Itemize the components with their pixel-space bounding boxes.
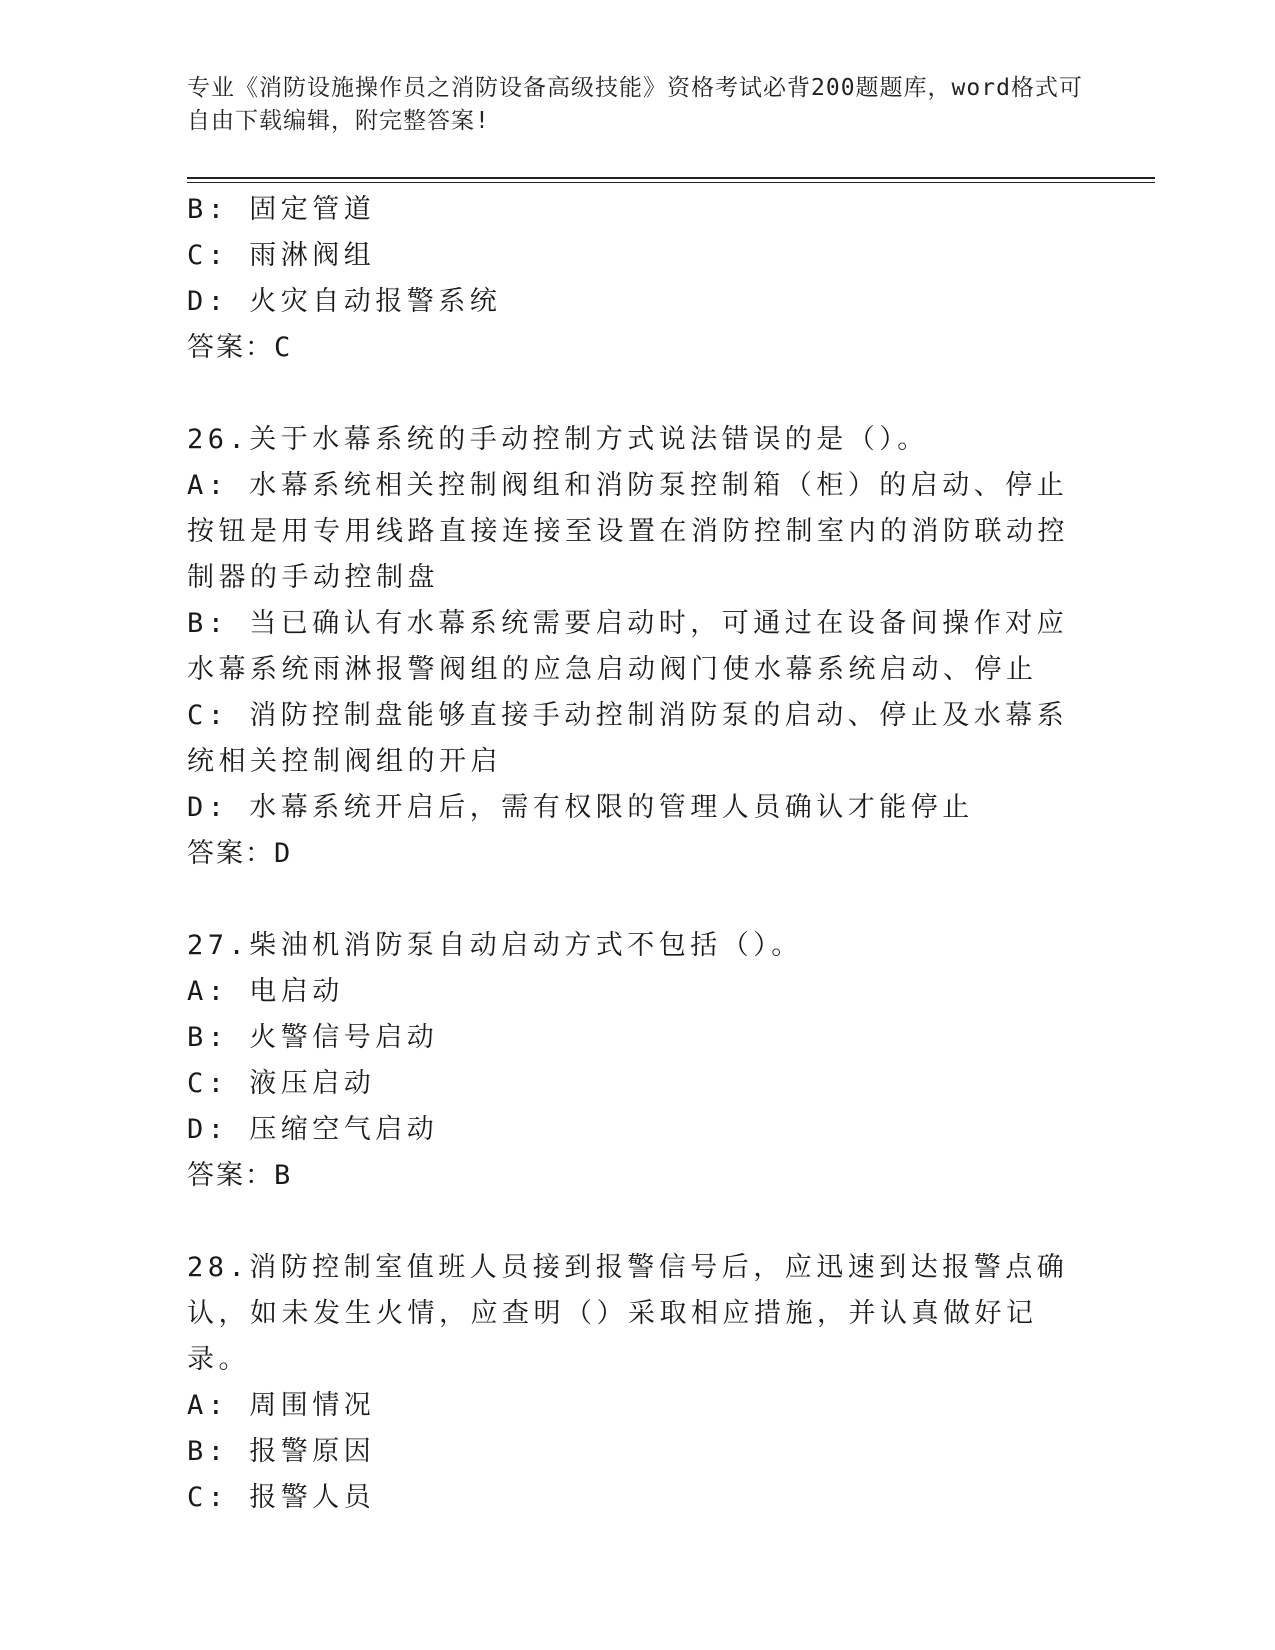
option-a: A: 周围情况 [187, 1390, 376, 1421]
answer-line [187, 831, 1087, 877]
option-d: D: 水幕系统开启后，需有权限的管理人员确认才能停止 [187, 792, 974, 823]
option-b: B: 固定管道 [187, 194, 376, 225]
option-c: C: 消防控制盘能够直接手动控制消防泵的启动、停止及水幕系统相关控制阀组的开启 [187, 700, 1069, 777]
answer-value: B [274, 1160, 293, 1191]
option-a: A: 电启动 [187, 976, 344, 1007]
option-b: B: 火警信号启动 [187, 1022, 439, 1053]
answer-label: 答案： [187, 838, 274, 869]
header-divider-thick [187, 177, 1155, 179]
header-divider-thin [187, 182, 1155, 183]
question-25-continuation [187, 187, 1087, 371]
document-header: 专业《消防设施操作员之消防设备高级技能》资格考试必背200题题库，word格式可自由下载编辑，附完整答案! [187, 75, 1083, 134]
option-c: C: 报警人员 [187, 1482, 376, 1513]
question-stem: 26.关于水幕系统的手动控制方式说法错误的是（）。 [187, 424, 929, 455]
option-c: C: 雨淋阀组 [187, 240, 376, 271]
question-26 [187, 417, 1087, 877]
answer-line [187, 325, 1087, 371]
option-d: D: 火灾自动报警系统 [187, 286, 502, 317]
option-a: A: 水幕系统相关控制阀组和消防泵控制箱（柜）的启动、停止按钮是用专用线路直接连接至设置在消防控制室内的消防联动控制器的手动控制盘 [187, 470, 1069, 593]
option-c: C: 液压启动 [187, 1068, 376, 1099]
answer-value: C [274, 332, 293, 363]
option-b: B: 报警原因 [187, 1436, 376, 1467]
question-27 [187, 923, 1087, 1199]
question-stem: 28.消防控制室值班人员接到报警信号后，应迅速到达报警点确认，如未发生火情，应查明（）采取相应措施，并认真做好记录。 [187, 1252, 1069, 1375]
answer-label: 答案： [187, 1160, 274, 1191]
option-b: B: 当已确认有水幕系统需要启动时，可通过在设备间操作对应水幕系统雨淋报警阀组的应急启动阀门使水幕系统启动、停止 [187, 608, 1069, 685]
answer-value: D [274, 838, 293, 869]
answer-label: 答案： [187, 332, 274, 363]
question-28 [187, 1245, 1087, 1521]
answer-line [187, 1153, 1087, 1199]
question-stem: 27.柴油机消防泵自动启动方式不包括（）。 [187, 930, 803, 961]
option-d: D: 压缩空气启动 [187, 1114, 439, 1145]
document-body [187, 187, 1087, 1521]
